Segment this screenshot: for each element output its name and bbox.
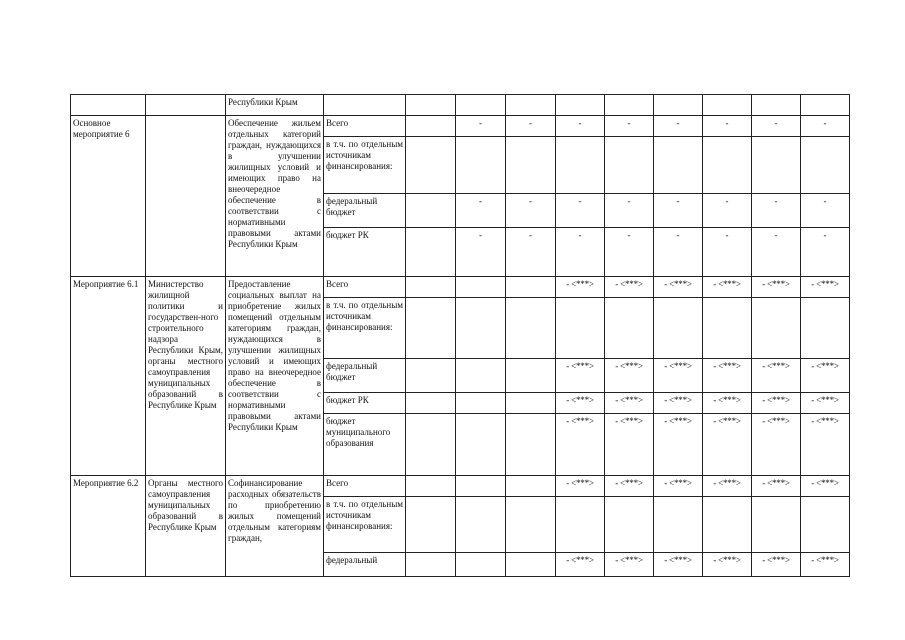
description-cell: Предоставление социальных выплат на приобретение жилых помещений отдельным категориям граждан, нуждающихся в улучшении жилищных условий и имеющих право на внеочередное обеспечение в соответствии с нормативными правовыми актами Республики Крым xyxy=(226,277,324,476)
value-cell: - <***> xyxy=(801,359,850,393)
value-cell xyxy=(506,298,556,359)
value-cell: - <***> xyxy=(556,393,605,414)
value-cell: - <***> xyxy=(703,414,752,476)
value-cell: - <***> xyxy=(654,277,703,298)
value-cell: - <***> xyxy=(752,553,801,577)
funding-source-cell: федеральный xyxy=(324,553,406,577)
value-cell xyxy=(506,137,556,194)
value-cell: - <***> xyxy=(654,414,703,476)
table-body xyxy=(71,95,850,577)
value-cell xyxy=(506,414,556,476)
value-cell: - xyxy=(605,228,654,277)
value-cell: - <***> xyxy=(605,393,654,414)
value-cell xyxy=(752,497,801,553)
value-cell: - xyxy=(801,194,850,228)
empty-cell xyxy=(406,298,456,359)
value-cell: - <***> xyxy=(752,393,801,414)
funding-source-cell: в т.ч. по отдельным источникам финансирования: xyxy=(324,497,406,553)
value-cell xyxy=(456,393,506,414)
value-cell xyxy=(456,553,506,577)
value-cell: - <***> xyxy=(556,359,605,393)
value-cell xyxy=(654,137,703,194)
value-cell: - xyxy=(456,194,506,228)
value-cell xyxy=(456,298,506,359)
empty-cell xyxy=(406,393,456,414)
funding-source-cell: бюджет РК xyxy=(324,393,406,414)
value-cell xyxy=(654,497,703,553)
executor-cell: Органы местного самоуправления муниципальных образований в Республике Крым xyxy=(146,476,226,577)
value-cell xyxy=(605,497,654,553)
description-cell: Обеспечение жильем отдельных категорий граждан, нуждающихся в улучшении жилищных условий и имеющих право на внеочередное обеспечение в соответствии с нормативными правовыми актами Республики Крым xyxy=(226,116,324,277)
value-cell xyxy=(506,277,556,298)
value-cell: - xyxy=(752,228,801,277)
value-cell: - <***> xyxy=(703,553,752,577)
activity-name-cell: Мероприятие 6.2 xyxy=(71,476,146,577)
table-row xyxy=(71,277,850,298)
value-cell: - <***> xyxy=(703,476,752,497)
value-cell: - xyxy=(605,194,654,228)
value-cell xyxy=(703,137,752,194)
value-cell: - <***> xyxy=(752,277,801,298)
value-cell: - <***> xyxy=(556,277,605,298)
table-row xyxy=(71,476,850,497)
value-cell: - xyxy=(556,194,605,228)
value-cell xyxy=(801,137,850,194)
funding-source-cell: в т.ч. по отдельным источникам финансирования: xyxy=(324,137,406,194)
empty-cell xyxy=(406,137,456,194)
funding-source-cell: бюджет РК xyxy=(324,228,406,277)
funding-source-cell: Всего xyxy=(324,476,406,497)
empty-cell xyxy=(406,497,456,553)
value-cell: - xyxy=(752,194,801,228)
value-cell: - <***> xyxy=(556,476,605,497)
empty-cell xyxy=(406,414,456,476)
table-row xyxy=(71,116,850,137)
table-row xyxy=(71,95,850,116)
value-cell: - xyxy=(654,194,703,228)
value-cell xyxy=(456,359,506,393)
value-cell: - xyxy=(506,228,556,277)
value-cell: - <***> xyxy=(703,277,752,298)
value-cell xyxy=(456,497,506,553)
description-cell: Республики Крым xyxy=(226,95,324,116)
value-cell: - <***> xyxy=(752,414,801,476)
executor-cell: Министерство жилищной политики и государствен-ного строительного надзора Республики Крым, органы местного самоуправления муниципальных образований в Республике Крым xyxy=(146,277,226,476)
value-cell: - <***> xyxy=(605,476,654,497)
value-cell: - xyxy=(654,228,703,277)
value-cell: - xyxy=(456,228,506,277)
value-cell: - <***> xyxy=(605,553,654,577)
value-cell xyxy=(605,298,654,359)
funding-source-cell: в т.ч. по отдельным источникам финансирования: xyxy=(324,298,406,359)
value-cell: - <***> xyxy=(801,553,850,577)
value-cell: - xyxy=(703,194,752,228)
value-cell xyxy=(506,393,556,414)
activity-name-cell: Основное мероприятие 6 xyxy=(71,116,146,277)
value-cell xyxy=(456,476,506,497)
value-cell xyxy=(801,497,850,553)
value-cell: - <***> xyxy=(752,359,801,393)
value-cell: - xyxy=(654,116,703,137)
value-cell: - <***> xyxy=(703,359,752,393)
description-cell: Софинансирование расходных обязательств по приобретению жилых помещений отдельным категориям граждан, xyxy=(226,476,324,577)
value-cell xyxy=(605,137,654,194)
value-cell: - <***> xyxy=(752,476,801,497)
value-cell xyxy=(556,497,605,553)
funding-source-cell: бюджет муниципального образования xyxy=(324,414,406,476)
value-cell: - xyxy=(801,116,850,137)
value-cell xyxy=(456,277,506,298)
funding-source-cell: федеральный бюджет xyxy=(324,194,406,228)
value-cell xyxy=(456,137,506,194)
value-cell: - <***> xyxy=(801,414,850,476)
empty-cell xyxy=(406,228,456,277)
value-cell xyxy=(506,359,556,393)
value-cell xyxy=(506,553,556,577)
value-cell: - <***> xyxy=(605,277,654,298)
value-cell xyxy=(556,298,605,359)
value-cell: - <***> xyxy=(654,359,703,393)
empty-cell xyxy=(406,553,456,577)
value-cell: - xyxy=(556,116,605,137)
value-cell: - xyxy=(506,194,556,228)
value-cell: - <***> xyxy=(654,553,703,577)
empty-cell xyxy=(406,359,456,393)
value-cell: - xyxy=(605,116,654,137)
value-cell: - xyxy=(456,116,506,137)
value-cell xyxy=(456,414,506,476)
value-cell: - xyxy=(703,116,752,137)
value-cell: - xyxy=(556,228,605,277)
funding-source-cell: Всего xyxy=(324,116,406,137)
value-cell: - <***> xyxy=(654,393,703,414)
value-cell xyxy=(752,137,801,194)
value-cell: - <***> xyxy=(605,414,654,476)
value-cell: - xyxy=(752,116,801,137)
value-cell xyxy=(556,137,605,194)
value-cell: - <***> xyxy=(801,393,850,414)
value-cell xyxy=(654,298,703,359)
value-cell xyxy=(703,298,752,359)
value-cell xyxy=(506,476,556,497)
value-cell xyxy=(703,497,752,553)
value-cell xyxy=(752,298,801,359)
activity-name-cell: Мероприятие 6.1 xyxy=(71,277,146,476)
value-cell xyxy=(506,497,556,553)
value-cell: - xyxy=(703,228,752,277)
value-cell: - <***> xyxy=(801,476,850,497)
value-cell: - <***> xyxy=(703,393,752,414)
value-cell: - <***> xyxy=(556,414,605,476)
value-cell: - <***> xyxy=(556,553,605,577)
program-table xyxy=(70,94,850,577)
empty-cell xyxy=(406,194,456,228)
empty-cell xyxy=(406,277,456,298)
funding-source-cell: Всего xyxy=(324,277,406,298)
empty-cell xyxy=(406,476,456,497)
value-cell: - xyxy=(801,228,850,277)
value-cell: - xyxy=(506,116,556,137)
empty-cell xyxy=(406,116,456,137)
value-cell: - <***> xyxy=(605,359,654,393)
value-cell: - <***> xyxy=(654,476,703,497)
value-cell: - <***> xyxy=(801,277,850,298)
funding-source-cell: федеральный бюджет xyxy=(324,359,406,393)
executor-cell xyxy=(146,116,226,277)
value-cell xyxy=(801,298,850,359)
